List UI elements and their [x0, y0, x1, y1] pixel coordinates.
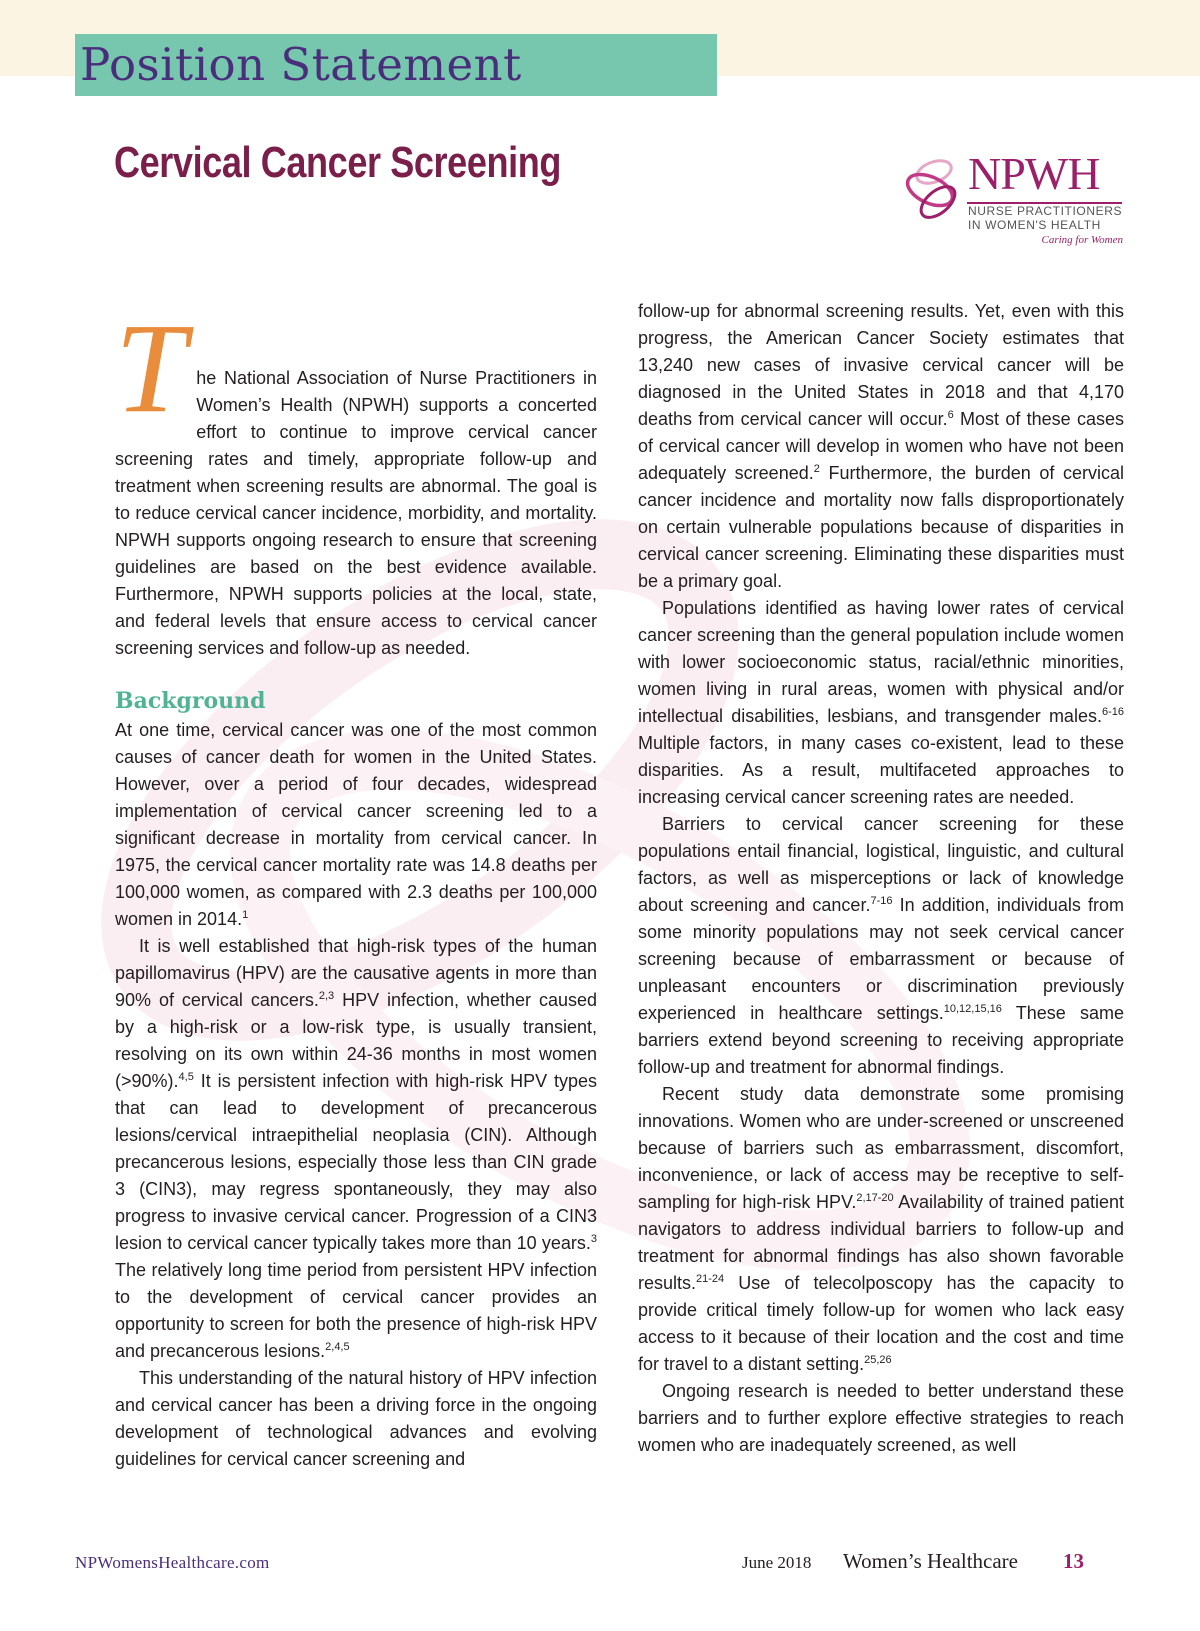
text-span: Use of telecolposcopy has the capacity to provide critical timely follow-up for women who lack easy access to it because of their location and the cost and time for travel to a distant setting.	[638, 1273, 1124, 1374]
citation: 25,26	[864, 1354, 892, 1366]
npwh-logo	[900, 150, 1125, 250]
position-statement-banner	[75, 34, 717, 96]
intro-paragraph	[115, 297, 597, 662]
text-span: Populations identified as having lower rates of cervical cancer screening than the general population include women with lower socioeconomic status, racial/ethnic minorities, women living in rural areas, women with physical and/or intellectual disabilities, lesbians, and transgender males.	[638, 598, 1124, 726]
right-paragraph-2	[638, 595, 1124, 811]
citation: 4,5	[178, 1071, 194, 1083]
text-span: At one time, cervical cancer was one of the most common causes of cancer death for women in the United States. However, over a period of four decades, widespread implementation of cervical cancer screening led to a significant decrease in mortality from cervical cancer. In 1975, the cervical cancer mortality rate was 14.8 deaths per 100,000 women, as compared with 2.3 deaths per 100,000 women in 2014.	[115, 720, 597, 929]
logo-wordmark: NPWH	[968, 148, 1100, 199]
text-span: It is well established that high-risk types of the human papillomavirus (HPV) are the causative agents in more than 90% of cervical cancers.	[115, 936, 597, 1010]
right-paragraph-4	[638, 1081, 1124, 1378]
citation: 6-16	[1101, 706, 1124, 718]
text-span: The relatively long time period from persistent HPV infection to the development of cervical cancer provides an opportunity to screen for both the presence of high-risk HPV and precancerous lesions.	[115, 1260, 597, 1361]
text-span: Most of these cases of cervical cancer will develop in women who have not been adequately screened.	[638, 409, 1125, 483]
citation: 3	[590, 1233, 597, 1245]
citation: 2,4,5	[325, 1341, 350, 1353]
citation: 7-16	[870, 895, 893, 907]
background-paragraph-1	[115, 717, 597, 933]
right-paragraph-1	[638, 298, 1124, 595]
citation: 2,3	[318, 990, 335, 1002]
citation: 10,12,15,16	[943, 1003, 1002, 1015]
background-heading: Background	[115, 688, 266, 714]
text-span: Multiple factors, in many cases co-existent, lead to these disparities. As a result, multifaceted approaches to increasing cervical cancer screening rates are needed.	[638, 733, 1124, 807]
text-span: It is persistent infection with high-risk HPV types that can lead to development of precancerous lesions/cervical intraepithelial neoplasia (CIN). Although precancerous lesions, especially those less than CIN grade 3 (CIN3), may regress spontaneously, they may also progress to invasive cervical cancer. Progression of a CIN3 lesion to cervical cancer typically takes more than 10 years.	[115, 1071, 597, 1253]
footer-website-link[interactable]: NPWomensHealthcare.com	[75, 1553, 270, 1572]
text-span: HPV infection, whether caused by a high-risk or a low-risk type, is usually transient, resolving on its own within 24-36 months in most women (>90%).	[115, 990, 597, 1091]
citation: 1	[242, 909, 249, 921]
drop-cap: T	[115, 297, 187, 439]
text-span: Barriers to cervical cancer screening for these populations entail financial, logistical, linguistic, and cultural factors, as well as misperceptions or lack of knowledge about screening and cancer.	[638, 814, 1124, 915]
citation: 2	[813, 463, 820, 475]
text-span: In addition, individuals from some minority populations may not seek cervical cancer screening because of embarrassment or because of unpleasant encounters or discrimination previously experienced in healthcare settings.	[638, 895, 1124, 1023]
npwh-logo-mark-icon	[900, 150, 970, 230]
right-column	[638, 298, 1124, 1459]
citation: 2,17-20	[856, 1192, 894, 1204]
intro-text: he National Association of Nurse Practitioners in Women’s Health (NPWH) supports a concerted effort to continue to improve cervical cancer screening rates and timely, appropriate follow-up and treatment when screening results are abnormal. The goal is to reduce cervical cancer incidence, morbidity, and mortality. NPWH supports ongoing research to ensure that screening guidelines are based on the best evidence available. Furthermore, NPWH supports policies at the local, state, and federal levels that ensure access to cervical cancer screening services and follow-up as needed.	[115, 368, 597, 658]
text-span: Furthermore, the burden of cervical cancer incidence and mortality now falls disproportionately on certain vulnerable populations because of disparities in cervical cancer screening. Eliminating these disparities must be a primary goal.	[638, 463, 1124, 591]
footer-magazine-name: Women’s Healthcare	[843, 1549, 1018, 1573]
text-span: These same barriers extend beyond screening to receiving appropriate follow-up and treatment for abnormal findings.	[638, 1003, 1124, 1077]
background-paragraph-2	[115, 933, 597, 1365]
banner-title: Position Statement	[80, 38, 522, 91]
right-paragraph-3	[638, 811, 1124, 1081]
citation: 21-24	[696, 1273, 725, 1285]
background-paragraph-3: This understanding of the natural history of HPV infection and cervical cancer has been a driving force in the ongoing development of technological advances and evolving guidelines for cervical cancer screening and	[115, 1368, 597, 1469]
left-column	[115, 297, 597, 1473]
text-span: follow-up for abnormal screening results. Yet, even with this progress, the American Cancer Society estimates that 13,240 new cases of invasive cervical cancer will be diagnosed in the United States in 2018 and that 4,170 deaths from cervical cancer will occur.	[638, 301, 1124, 429]
citation: 6	[947, 409, 954, 421]
text-span: Recent study data demonstrate some promising innovations. Women who are under-screened or unscreened because of barriers such as embarrassment, discomfort, inconvenience, or lack of access may be receptive to self-sampling for high-risk HPV.	[638, 1084, 1124, 1212]
logo-tagline: Caring for Women	[1041, 234, 1123, 246]
logo-subtitle-line1: NURSE PRACTITIONERS	[968, 204, 1123, 218]
text-span: Availability of trained patient navigators to address individual barriers to follow-up and treatment for abnormal findings has also shown favorable results.	[638, 1192, 1125, 1293]
logo-subtitle-line2: IN WOMEN'S HEALTH	[968, 218, 1101, 232]
page-number: 13	[1063, 1549, 1084, 1573]
right-paragraph-5: Ongoing research is needed to better understand these barriers and to further explore effective strategies to reach women who are inadequately screened, as well	[638, 1381, 1124, 1455]
page-title: Cervical Cancer Screening	[114, 138, 561, 187]
footer-date: June 2018	[742, 1553, 812, 1572]
